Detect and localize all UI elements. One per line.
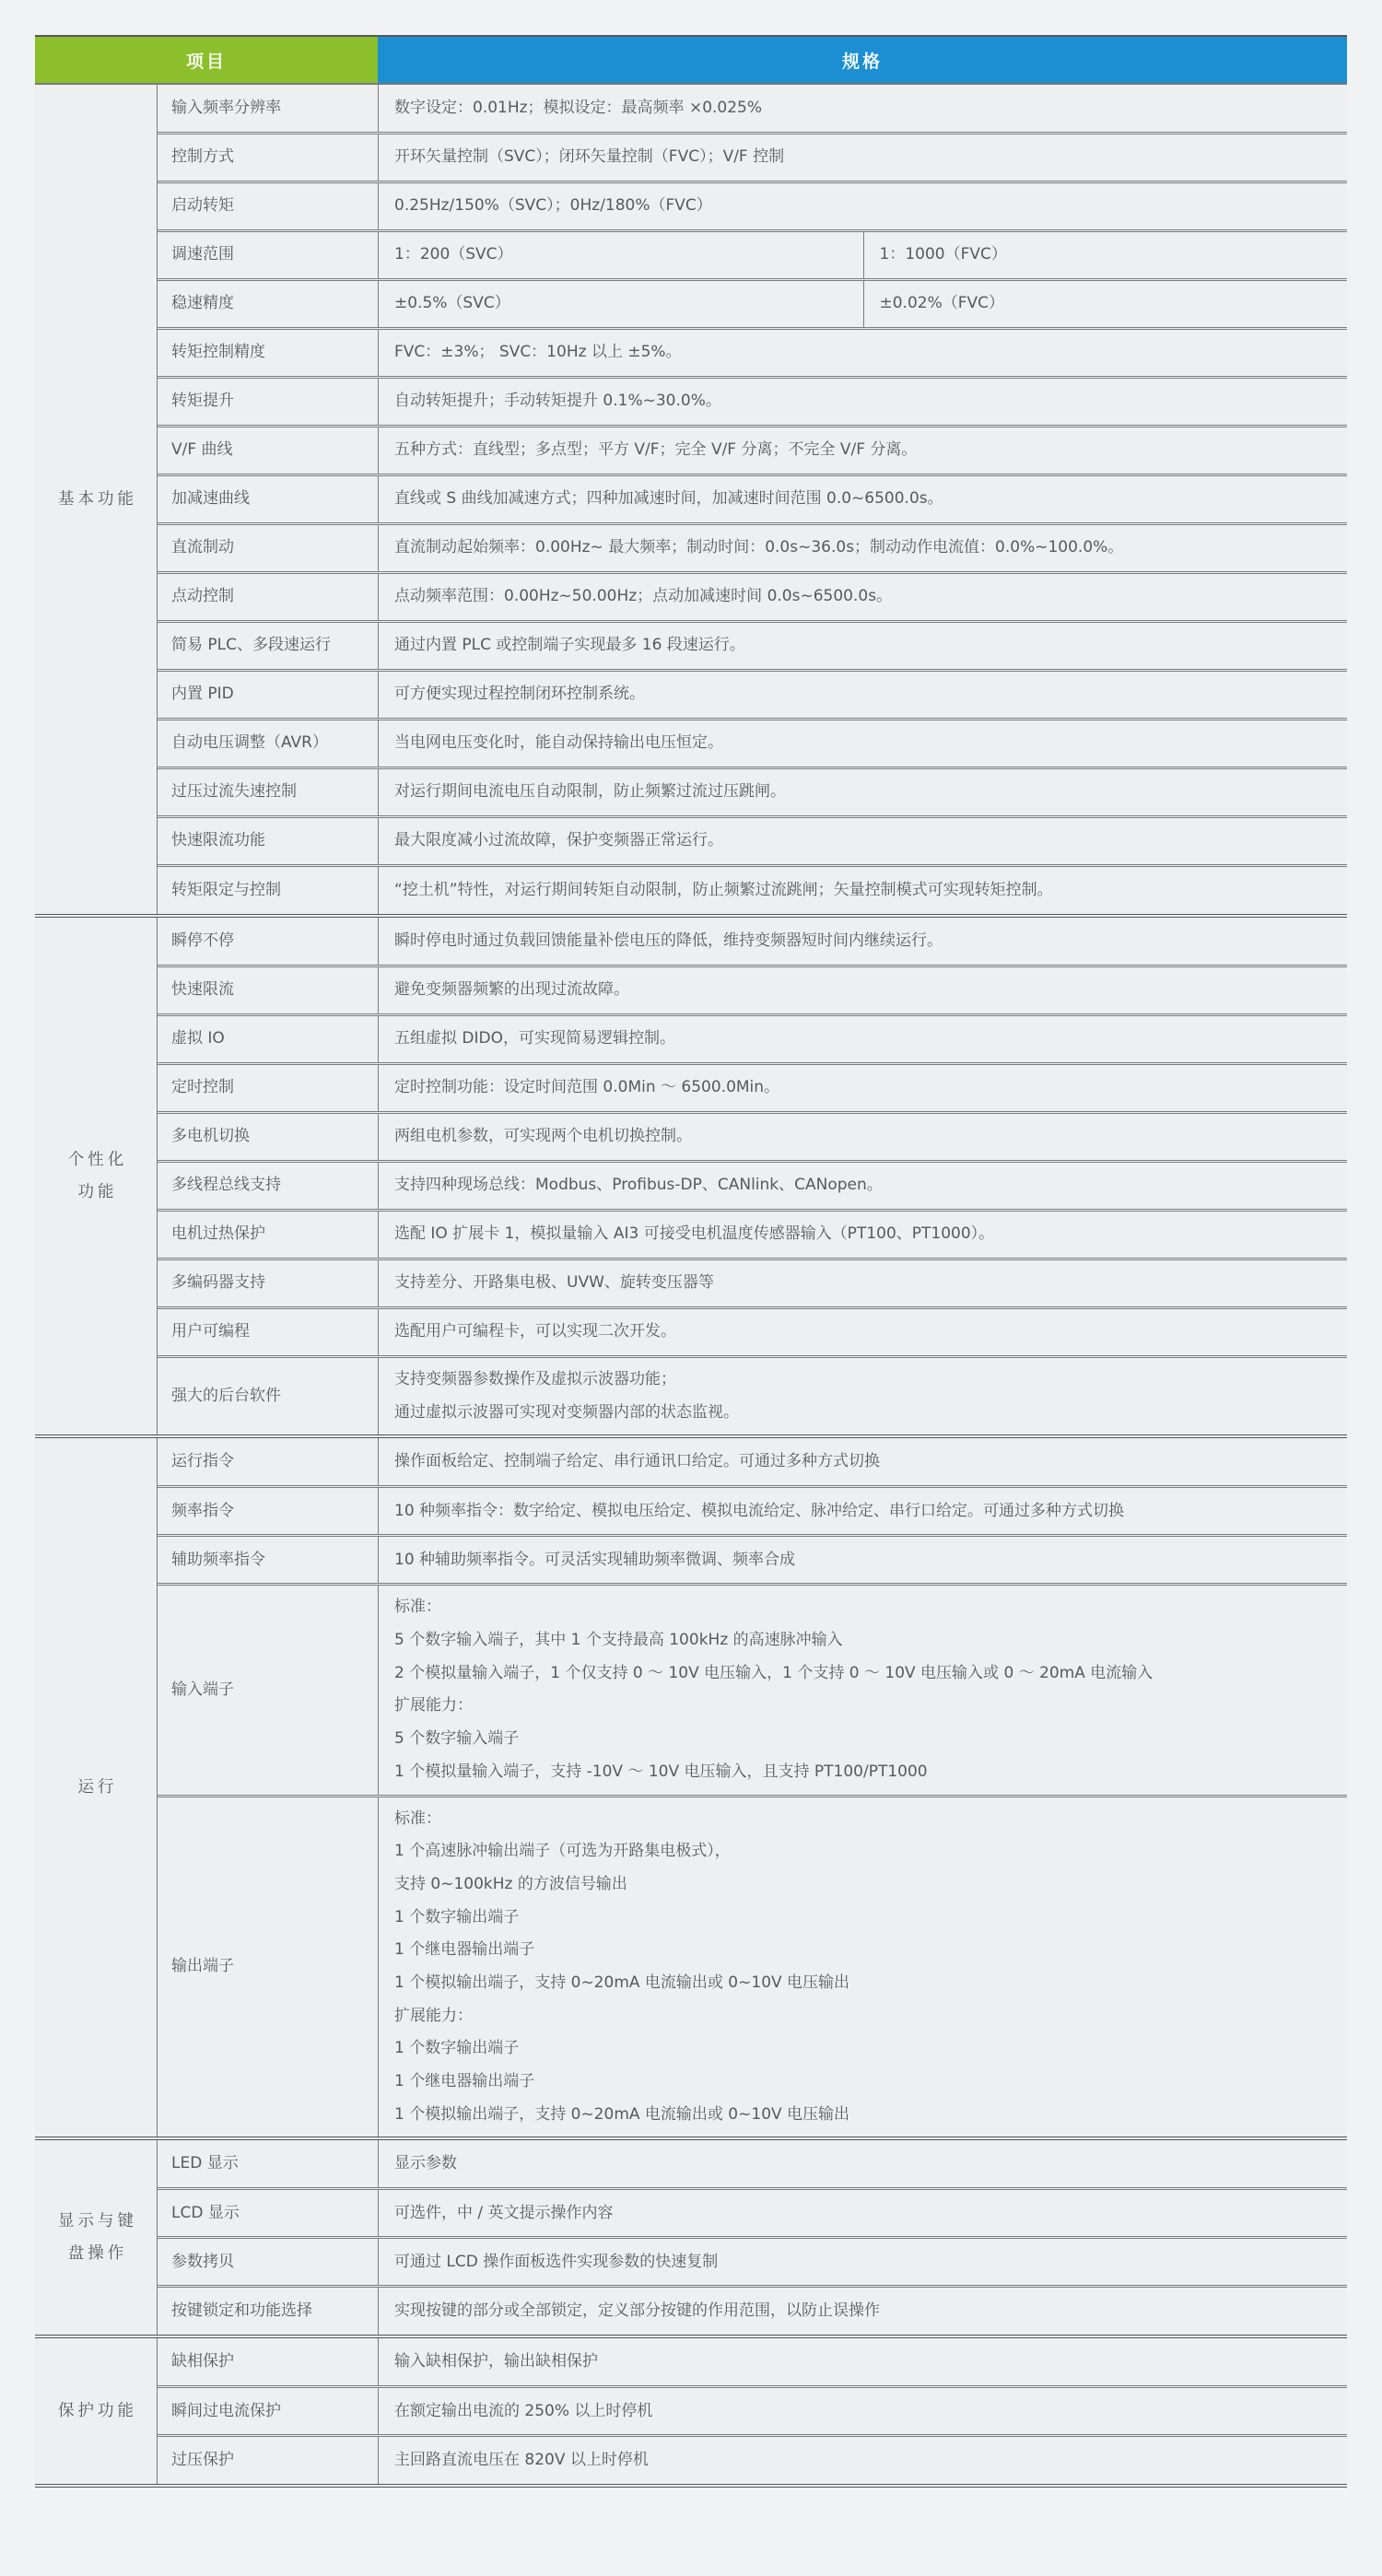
spec-cell xyxy=(378,1114,1347,1160)
param-cell: 转矩控制精度 xyxy=(171,343,265,362)
table-header-row xyxy=(35,37,1347,83)
table-row xyxy=(158,2140,1347,2188)
table-row xyxy=(158,2387,1347,2435)
spec-cell xyxy=(378,2338,1347,2385)
spec-line: 开环矢量控制（SVC）；闭环矢量控制（FVC）；V/F 控制 xyxy=(394,147,785,167)
table-row xyxy=(158,671,1347,719)
param-cell: 内置 PID xyxy=(171,685,234,704)
spec-cell xyxy=(378,1212,1347,1258)
table-body xyxy=(35,83,1347,2484)
param-cell: 辅助频率指令 xyxy=(171,1550,265,1569)
table-row xyxy=(158,2338,1347,2386)
table-row xyxy=(158,1308,1347,1356)
spec-line: 1 个模拟输出端子，支持 0~20mA 电流输出或 0~10V 电压输出 xyxy=(394,1973,850,1992)
spec-cell xyxy=(378,183,1347,229)
spec-cell xyxy=(378,2437,1347,2484)
param-cell: 自动电压调整（AVR） xyxy=(171,733,328,753)
param-cell: 缺相保护 xyxy=(171,2352,234,2371)
param-cell: 虚拟 IO xyxy=(171,1029,225,1048)
group-label-line: 保护功能 xyxy=(58,2401,137,2420)
table-row xyxy=(158,1211,1347,1259)
spec-cell xyxy=(378,867,1347,914)
param-cell: 加减速曲线 xyxy=(171,489,250,509)
spec-line: 定时控制功能：设定时间范围 0.0Min ～ 6500.0Min。 xyxy=(394,1078,780,1097)
spec-line: 显示参数 xyxy=(394,2154,457,2173)
spec-line: 10 种辅助频率指令。可灵活实现辅助频率微调、频率合成 xyxy=(394,1550,796,1569)
spec-cell xyxy=(378,818,1347,864)
param-cell: 转矩提升 xyxy=(171,392,234,411)
spec-cell xyxy=(378,2288,1347,2335)
table-row xyxy=(158,1536,1347,1584)
param-cell: 控制方式 xyxy=(171,147,234,167)
param-cell: 按键锁定和功能选择 xyxy=(171,2301,312,2321)
table-row xyxy=(158,280,1347,328)
spec-cell xyxy=(378,1163,1347,1209)
spec-line: 直流制动起始频率：0.00Hz~ 最大频率；制动时间：0.0s~36.0s；制动动作电流值：0.0%~100.0%。 xyxy=(394,538,1124,557)
spec-cell xyxy=(378,623,1347,669)
spec-split-left: ±0.5%（SVC） xyxy=(394,294,510,313)
param-cell: 多线程总线支持 xyxy=(171,1176,281,1195)
param-cell: 频率指令 xyxy=(171,1501,234,1520)
group-label-line: 基本功能 xyxy=(58,489,137,509)
group-cell xyxy=(35,2338,157,2484)
spec-split-right: 1：1000（FVC） xyxy=(863,232,1348,278)
param-cell: 输入端子 xyxy=(171,1680,234,1699)
spec-line: 通过虚拟示波器可实现对变频器内部的状态监视。 xyxy=(394,1402,739,1422)
section-0 xyxy=(35,83,1347,914)
table-row xyxy=(158,966,1347,1014)
spec-line: 1 个数字输出端子 xyxy=(394,2039,520,2058)
table-row xyxy=(158,573,1347,621)
spec-split-left: 1：200（SVC） xyxy=(394,245,513,264)
param-cell: LCD 显示 xyxy=(171,2203,240,2222)
spec-line: 可选件，中 / 英文提示操作内容 xyxy=(394,2203,614,2222)
spec-cell xyxy=(378,1065,1347,1111)
group-label-line: 显示与键 xyxy=(58,2211,137,2231)
spec-line: 1 个模拟量输入端子，支持 -10V ～ 10V 电压输入，且支持 PT100/PT1000 xyxy=(394,1762,928,1781)
rows xyxy=(157,1438,1347,2137)
table-row xyxy=(158,1438,1347,1486)
spec-line: 对运行期间电流电压自动限制，防止频繁过流过压跳闸。 xyxy=(394,782,786,802)
spec-line: 1 个模拟输出端子，支持 0~20mA 电流输出或 0~10V 电压输出 xyxy=(394,2104,850,2124)
spec-line: 两组电机参数，可实现两个电机切换控制。 xyxy=(394,1127,692,1146)
spec-line: 可通过 LCD 操作面板选件实现参数的快速复制 xyxy=(394,2252,719,2271)
spec-split-cell xyxy=(378,281,1347,327)
table-row xyxy=(158,1259,1347,1307)
table-row xyxy=(158,182,1347,230)
table-row xyxy=(158,817,1347,865)
table-row xyxy=(158,1357,1347,1434)
spec-line: 选配用户可编程卡，可以实现二次开发。 xyxy=(394,1322,676,1341)
spec-line: 支持四种现场总线：Modbus、Profibus-DP、CANlink、CANopen。 xyxy=(394,1176,883,1195)
spec-cell xyxy=(378,1260,1347,1306)
spec-cell xyxy=(378,2140,1347,2187)
spec-cell xyxy=(378,1586,1347,1794)
table-row xyxy=(158,768,1347,816)
section-1 xyxy=(35,914,1347,1434)
spec-split-cell xyxy=(378,232,1347,278)
spec-line: 2 个模拟量输入端子，1 个仅支持 0 ～ 10V 电压输入，1 个支持 0 ～ 10V 电压输入或 0 ～ 20mA 电流输入 xyxy=(394,1663,1154,1682)
spec-cell xyxy=(378,769,1347,815)
table-row xyxy=(158,427,1347,474)
spec-cell xyxy=(378,1016,1347,1062)
param-cell: 定时控制 xyxy=(171,1078,234,1097)
table-row xyxy=(158,720,1347,767)
spec-line: 5 个数字输入端子，其中 1 个支持最高 100kHz 的高速脉冲输入 xyxy=(394,1631,843,1650)
param-cell: 直流制动 xyxy=(171,538,234,557)
param-cell: 输入频率分辨率 xyxy=(171,98,281,117)
rows xyxy=(157,2140,1347,2335)
param-cell: 过压保护 xyxy=(171,2451,234,2470)
param-cell: 点动控制 xyxy=(171,587,234,606)
spec-line: 扩展能力： xyxy=(394,2006,473,2025)
param-cell: 调速范围 xyxy=(171,245,234,264)
spec-cell xyxy=(378,330,1347,376)
spec-split-right: ±0.02%（FVC） xyxy=(863,281,1348,327)
param-cell: 稳速精度 xyxy=(171,294,234,313)
param-cell: 多电机切换 xyxy=(171,1127,250,1146)
group-label-line: 运行 xyxy=(77,1777,118,1797)
param-cell: 强大的后台软件 xyxy=(171,1387,281,1406)
table-row xyxy=(158,1064,1347,1112)
table-row xyxy=(158,918,1347,966)
spec-cell xyxy=(378,1438,1347,1485)
table-row xyxy=(158,329,1347,377)
param-cell: 瞬停不停 xyxy=(171,931,234,950)
group-label-line: 盘操作 xyxy=(67,2243,128,2263)
spec-line: 在额定输出电流的 250% 以上时停机 xyxy=(394,2401,653,2420)
spec-line: 1 个继电器输出端子 xyxy=(394,1940,535,1960)
table-row xyxy=(158,2287,1347,2335)
spec-line: 避免变频器频繁的出现过流故障。 xyxy=(394,980,629,1000)
header-item-cell: 项目 xyxy=(35,37,378,83)
spec-line: 可方便实现过程控制闭环控制系统。 xyxy=(394,685,645,704)
spec-cell xyxy=(378,1797,1347,2137)
table-row xyxy=(158,2238,1347,2286)
param-cell: 转矩限定与控制 xyxy=(171,880,281,899)
param-cell: 运行指令 xyxy=(171,1452,234,1471)
spec-line: 标准： xyxy=(394,1598,441,1617)
spec-cell xyxy=(378,476,1347,522)
spec-line: 支持差分、开路集电极、UVW、旋转变压器等 xyxy=(394,1273,714,1293)
spec-cell xyxy=(378,918,1347,965)
spec-line: 0.25Hz/150%（SVC）；0Hz/180%（FVC） xyxy=(394,196,712,216)
param-cell: LED 显示 xyxy=(171,2154,239,2173)
spec-line: 数字设定：0.01Hz；模拟设定：最高频率 ×0.025% xyxy=(394,98,763,117)
spec-cell xyxy=(378,1537,1347,1583)
spec-line: 瞬时停电时通过负载回馈能量补偿电压的降低，维持变频器短时间内继续运行。 xyxy=(394,931,943,950)
spec-line: “挖土机”特性，对运行期间转矩自动限制，防止频繁过流跳闸；矢量控制模式可实现转矩控制。 xyxy=(394,880,1053,899)
spec-cell xyxy=(378,427,1347,474)
spec-line: 五组虚拟 DIDO，可实现简易逻辑控制。 xyxy=(394,1029,675,1048)
spec-cell xyxy=(378,574,1347,620)
table-row xyxy=(158,866,1347,914)
section-4 xyxy=(35,2335,1347,2484)
header-spec-cell: 规格 xyxy=(378,37,1347,83)
spec-line: 主回路直流电压在 820V 以上时停机 xyxy=(394,2451,649,2470)
spec-cell xyxy=(378,672,1347,718)
param-cell: 快速限流功能 xyxy=(171,831,265,850)
spec-line: 操作面板给定、控制端子给定、串行通讯口给定。可通过多种方式切换 xyxy=(394,1452,880,1471)
spec-cell xyxy=(378,2239,1347,2285)
spec-line: 标准： xyxy=(394,1809,441,1828)
spec-line: 自动转矩提升；手动转矩提升 0.1%~30.0%。 xyxy=(394,392,721,411)
param-cell: 简易 PLC、多段速运行 xyxy=(171,636,331,655)
table-row xyxy=(158,1797,1347,2137)
table-row xyxy=(158,231,1347,279)
spec-cell xyxy=(378,2388,1347,2434)
spec-cell xyxy=(378,135,1347,181)
spec-line: 实现按键的部分或全部锁定，定义部分按键的作用范围，以防止误操作 xyxy=(394,2301,880,2321)
table-row xyxy=(158,622,1347,670)
spec-cell xyxy=(378,379,1347,425)
spec-line: 扩展能力： xyxy=(394,1696,473,1715)
spec-line: FVC：±3%； SVC：10Hz 以上 ±5%。 xyxy=(394,343,682,362)
param-cell: V/F 曲线 xyxy=(171,440,233,460)
param-cell: 瞬间过电流保护 xyxy=(171,2401,281,2420)
group-cell xyxy=(35,1438,157,2137)
spec-cell xyxy=(378,1488,1347,1534)
spec-line: 支持 0~100kHz 的方波信号输出 xyxy=(394,1874,627,1893)
table-row xyxy=(158,378,1347,426)
table-row xyxy=(158,524,1347,572)
param-cell: 输出端子 xyxy=(171,1957,234,1976)
table-row xyxy=(158,1585,1347,1795)
param-cell: 多编码器支持 xyxy=(171,1273,265,1293)
section-2 xyxy=(35,1434,1347,2137)
param-cell: 过压过流失速控制 xyxy=(171,782,297,802)
table-row xyxy=(158,1162,1347,1210)
spec-line: 当电网电压变化时，能自动保持输出电压恒定。 xyxy=(394,733,723,753)
param-cell: 用户可编程 xyxy=(171,1322,250,1341)
group-label-line: 个性化 xyxy=(67,1150,128,1169)
param-cell: 电机过热保护 xyxy=(171,1224,265,1244)
spec-cell xyxy=(378,525,1347,571)
group-label-line: 功能 xyxy=(77,1182,118,1201)
group-cell xyxy=(35,2140,157,2335)
rows xyxy=(157,85,1347,914)
spec-table xyxy=(35,35,1347,2488)
table-row xyxy=(158,475,1347,523)
spec-line: 1 个高速脉冲输出端子（可选为开路集电极式）， xyxy=(394,1842,731,1861)
spec-cell xyxy=(378,2190,1347,2236)
section-3 xyxy=(35,2137,1347,2335)
spec-line: 直线或 S 曲线加减速方式；四种加减速时间，加减速时间范围 0.0~6500.0s。 xyxy=(394,489,943,509)
table-row xyxy=(158,1015,1347,1063)
table-row xyxy=(158,134,1347,181)
rows xyxy=(157,918,1347,1434)
spec-line: 输入缺相保护，输出缺相保护 xyxy=(394,2352,598,2371)
table-row xyxy=(158,2436,1347,2484)
spec-line: 1 个数字输出端子 xyxy=(394,1907,520,1926)
spec-line: 支持变频器参数操作及虚拟示波器功能； xyxy=(394,1370,676,1388)
rows xyxy=(157,2338,1347,2484)
spec-line: 最大限度减小过流故障，保护变频器正常运行。 xyxy=(394,831,723,850)
param-cell: 快速限流 xyxy=(171,980,234,1000)
spec-cell xyxy=(378,1358,1347,1434)
spec-line: 5 个数字输入端子 xyxy=(394,1729,520,1749)
table-row xyxy=(158,1487,1347,1535)
param-cell: 参数拷贝 xyxy=(171,2252,234,2271)
spec-line: 1 个继电器输出端子 xyxy=(394,2072,535,2090)
spec-line: 通过内置 PLC 或控制端子实现最多 16 段速运行。 xyxy=(394,636,745,655)
group-cell xyxy=(35,85,157,914)
spec-cell xyxy=(378,1309,1347,1355)
spec-cell xyxy=(378,967,1347,1013)
spec-cell xyxy=(378,720,1347,767)
spec-line: 五种方式：直线型；多点型；平方 V/F；完全 V/F 分离；不完全 V/F 分离。 xyxy=(394,440,918,460)
group-cell xyxy=(35,918,157,1434)
table-row xyxy=(158,2189,1347,2237)
spec-line: 选配 IO 扩展卡 1，模拟量输入 AI3 可接受电机温度传感器输入（PT100、PT1000）。 xyxy=(394,1224,995,1244)
param-cell: 启动转矩 xyxy=(171,196,234,216)
table-row xyxy=(158,1113,1347,1161)
spec-line: 点动频率范围：0.00Hz~50.00Hz；点动加减速时间 0.0s~6500.0s。 xyxy=(394,587,893,606)
spec-line: 10 种频率指令：数字给定、模拟电压给定、模拟电流给定、脉冲给定、串行口给定。可通过多种方式切换 xyxy=(394,1501,1125,1520)
table-row xyxy=(158,85,1347,133)
spec-cell xyxy=(378,85,1347,132)
